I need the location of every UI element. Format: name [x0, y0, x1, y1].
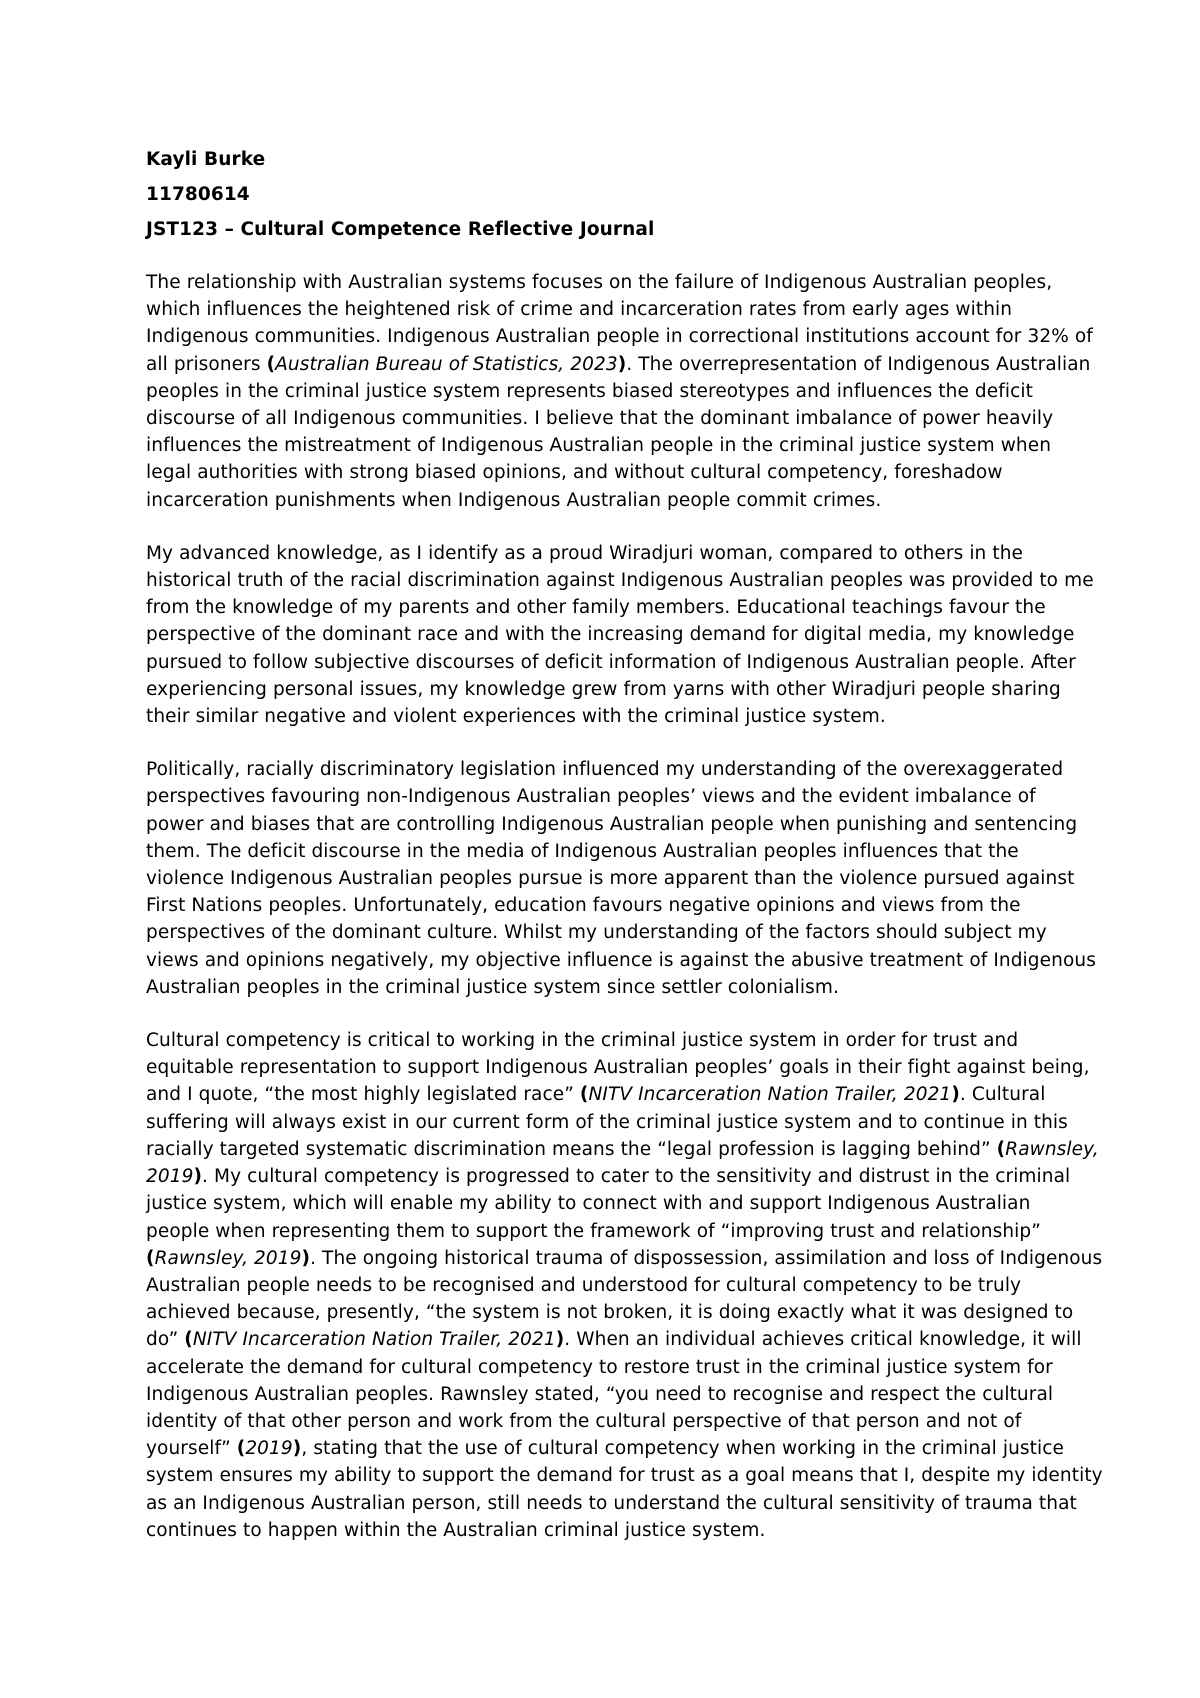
- body-text: My advanced knowledge, as I identify as a proud Wiradjuri woman, compared to others in the: [146, 542, 1024, 564]
- body-text: system ensures my ability to support the demand for trust as a goal means that I, despite my identity: [146, 1465, 1103, 1487]
- body-text: Australian people needs to be recognised and understood for cultural competency to be truly: [146, 1274, 1022, 1296]
- body-text: power and biases that are controlling Indigenous Australian people when punishing and sentencing: [146, 813, 1078, 835]
- paragraph-4: [146, 1027, 1103, 1544]
- body-text: ): [555, 1329, 565, 1351]
- body-text: identity of that other person and work from the cultural perspective of that person and not of: [146, 1410, 1022, 1432]
- paragraph-line: [146, 1027, 1066, 1054]
- body-text: . My cultural competency is progressed to cater to the sensitivity and distrust in the criminal: [202, 1166, 1071, 1188]
- body-text: Australian peoples in the criminal justice system since settler colonialism.: [146, 976, 839, 998]
- paragraph-line: [146, 1245, 1103, 1272]
- body-text: justice system, which will enable my ability to connect with and support Indigenous Australian: [146, 1193, 1031, 1215]
- body-text: ): [617, 353, 627, 375]
- paragraph-line: [146, 1109, 1066, 1136]
- paragraph-line: [146, 567, 1094, 594]
- citation-text: NITV Incarceration Nation Trailer, 2021: [192, 1329, 556, 1351]
- paragraph-line: [146, 947, 1096, 974]
- body-text: people when representing them to support the framework of “improving trust and relationship”: [146, 1220, 1041, 1242]
- paragraph-line: [146, 1435, 1066, 1462]
- paragraph-3: [146, 756, 1096, 1001]
- paragraph-line: [146, 540, 1066, 567]
- body-text: . The overrepresentation of Indigenous Australian: [626, 353, 1091, 375]
- paragraph-line: [146, 1299, 1074, 1326]
- body-text: them. The deficit discourse in the media of Indigenous Australian peoples influences that the: [146, 840, 1019, 862]
- paragraph-line: [146, 296, 1066, 323]
- citation-text: Rawnsley, 2019: [154, 1247, 302, 1269]
- paragraph-line: [146, 756, 1066, 783]
- body-text: Politically, racially discriminatory legislation influenced my understanding of the overexaggerated: [146, 759, 1064, 781]
- paragraph-line: [146, 649, 1076, 676]
- body-text: First Nations peoples. Unfortunately, education favours negative opinions and views from the: [146, 895, 1021, 917]
- body-text: achieved because, presently, “the system is not broken, it is doing exactly what it was designed to: [146, 1302, 1074, 1324]
- paragraph-line: [146, 919, 1066, 946]
- body-text: legal authorities with strong biased opinions, and without cultural competency, foreshadow: [146, 462, 1003, 484]
- document-body: [146, 146, 1103, 1570]
- paragraph-line: [146, 1462, 1103, 1489]
- body-text: (: [996, 1138, 1006, 1160]
- body-text: discourse of all Indigenous communities. I believe that the dominant imbalance of power heavily: [146, 408, 1054, 430]
- paragraph-line: [146, 459, 1066, 486]
- author-name: Kayli Burke: [146, 149, 266, 170]
- paragraph-line: [146, 1354, 1066, 1381]
- body-text: racially targeted systematic discrimination means the “legal profession is lagging behind”: [146, 1138, 997, 1160]
- paragraph-line: [146, 378, 1066, 405]
- body-text: ): [951, 1084, 960, 1106]
- body-text: (: [579, 1084, 589, 1106]
- body-text: Indigenous communities. Indigenous Australian people in correctional institutions account for 32% of: [146, 326, 1093, 348]
- paragraph-line: [146, 1381, 1066, 1408]
- paragraph-line: [146, 487, 1066, 514]
- paragraph-line: [146, 783, 1066, 810]
- body-text: and I quote, “the most highly legislated race”: [146, 1084, 580, 1106]
- paragraph-line: [146, 1326, 1082, 1353]
- body-text: all prisoners: [146, 353, 267, 375]
- body-text: . The ongoing historical trauma of dispossession, assimilation and loss of Indigenous: [310, 1247, 1103, 1269]
- body-text: pursued to follow subjective discourses of deficit information of Indigenous Australian people. After: [146, 651, 1076, 673]
- body-text: (: [146, 1247, 155, 1269]
- citation-text: Rawnsley,: [1005, 1138, 1099, 1160]
- body-text: suffering will always exist in our current form of the criminal justice system and to continue in this: [146, 1111, 1068, 1133]
- body-text: their similar negative and violent experiences with the criminal justice system.: [146, 706, 886, 728]
- body-text: violence Indigenous Australian peoples pursue is more apparent than the violence pursued against: [146, 868, 1075, 890]
- citation-text: 2019: [245, 1438, 293, 1460]
- paragraphs: [146, 269, 1103, 1544]
- body-text: views and opinions negatively, my objective influence is against the abusive treatment of Indigenous: [146, 949, 1096, 971]
- paragraph-line: [146, 1081, 1066, 1108]
- paragraph-line: [146, 432, 1066, 459]
- paragraph-line: [146, 676, 1066, 703]
- body-text: peoples in the criminal justice system represents biased stereotypes and influences the deficit: [146, 380, 1033, 402]
- body-text: perspectives of the dominant culture. Whilst my understanding of the factors should subject my: [146, 922, 1047, 944]
- body-text: ): [301, 1247, 311, 1269]
- body-text: , stating that the use of cultural competency when working in the criminal justice: [301, 1438, 1064, 1460]
- paragraph-line: [146, 865, 1075, 892]
- body-text: historical truth of the racial discrimination against Indigenous Australian peoples was provided to me: [146, 570, 1094, 592]
- paragraph-line: [146, 892, 1066, 919]
- body-text: perspective of the dominant race and with the increasing demand for digital media, my knowledge: [146, 624, 1075, 646]
- body-text: ): [292, 1438, 302, 1460]
- paragraph-line: [146, 1218, 1066, 1245]
- paragraph-line: [146, 1163, 1071, 1190]
- paragraph-line: [146, 621, 1075, 648]
- body-text: Cultural competency is critical to working in the criminal justice system in order for trust and: [146, 1030, 1019, 1052]
- paragraph-2: [146, 540, 1094, 730]
- paragraph-line: [146, 838, 1066, 865]
- paragraph-line: [146, 1490, 1077, 1517]
- citation-text: NITV Incarceration Nation Trailer, 2021: [588, 1084, 952, 1106]
- document-title: JST123 – Cultural Competence Reflective Journal: [146, 219, 655, 240]
- body-text: as an Indigenous Australian person, still needs to understand the cultural sensitivity of trauma that: [146, 1492, 1077, 1514]
- paragraph-line: [146, 269, 1066, 296]
- paragraph-line: [146, 405, 1066, 432]
- paragraph-line: [146, 1054, 1090, 1081]
- body-text: (: [184, 1329, 193, 1351]
- body-text: incarceration punishments when Indigenous Australian people commit crimes.: [146, 489, 882, 511]
- body-text: ): [193, 1166, 203, 1188]
- body-text: which influences the heightened risk of crime and incarceration rates from early ages within: [146, 299, 1013, 321]
- body-text: continues to happen within the Australian criminal justice system.: [146, 1519, 766, 1541]
- paragraph-1: [146, 269, 1093, 514]
- student-id: 11780614: [146, 184, 250, 205]
- body-text: Indigenous Australian peoples. Rawnsley stated, “you need to recognise and respect the cultural: [146, 1383, 1054, 1405]
- body-text: (: [266, 353, 276, 375]
- body-text: influences the mistreatment of Indigenous Australian people in the criminal justice system when: [146, 435, 1052, 457]
- paragraph-line: [146, 1517, 1066, 1544]
- body-text: . Cultural: [959, 1084, 1046, 1106]
- body-text: accelerate the demand for cultural competency to restore trust in the criminal justice system for: [146, 1356, 1053, 1378]
- body-text: . When an individual achieves critical knowledge, it will: [564, 1329, 1082, 1351]
- citation-text: Australian Bureau of Statistics, 2023: [275, 353, 618, 375]
- body-text: do”: [146, 1329, 185, 1351]
- paragraph-line: [146, 703, 1066, 730]
- paragraph-line: [146, 351, 1091, 378]
- paragraph-line: [146, 974, 1066, 1001]
- paragraph-line: [146, 811, 1078, 838]
- body-text: yourself”: [146, 1438, 237, 1460]
- body-text: from the knowledge of my parents and other family members. Educational teachings favour the: [146, 597, 1046, 619]
- body-text: equitable representation to support Indigenous Australian peoples’ goals in their fight against being,: [146, 1057, 1090, 1079]
- paragraph-line: [146, 1190, 1066, 1217]
- paragraph-line: [146, 1136, 1099, 1163]
- body-text: (: [236, 1438, 246, 1460]
- paragraph-line: [146, 594, 1066, 621]
- citation-text: 2019: [146, 1166, 194, 1188]
- body-text: experiencing personal issues, my knowledge grew from yarns with other Wiradjuri people sharing: [146, 678, 1061, 700]
- paragraph-line: [146, 1408, 1066, 1435]
- body-text: The relationship with Australian systems focuses on the failure of Indigenous Australian peoples,: [146, 272, 1053, 293]
- body-text: perspectives favouring non-Indigenous Australian peoples’ views and the evident imbalance of: [146, 786, 1036, 808]
- paragraph-line: [146, 323, 1093, 350]
- paragraph-line: [146, 1272, 1066, 1299]
